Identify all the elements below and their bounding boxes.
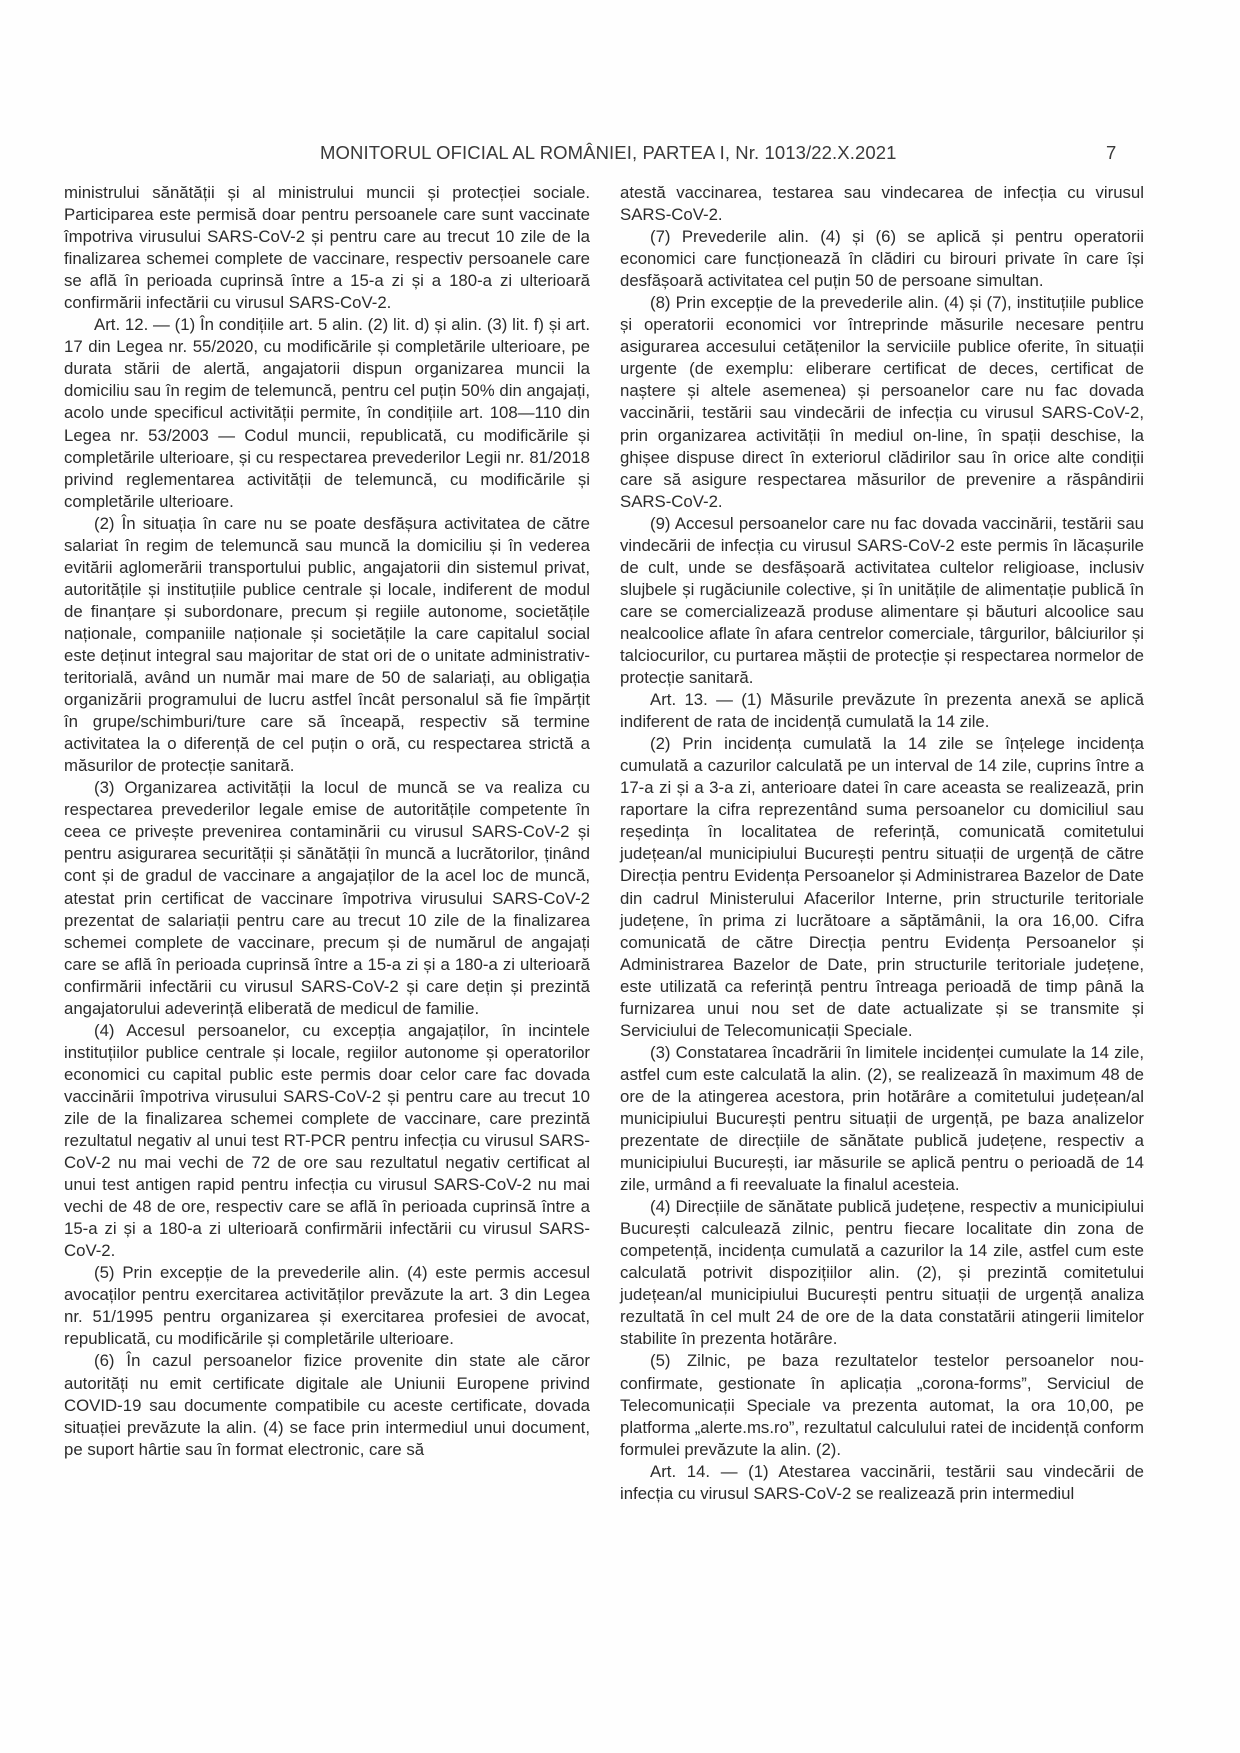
paragraph: (3) Organizarea activității la locul de muncă se va realiza cu respectarea prevederilor legale emise de autoritățile competente în ceea ce privește prevenirea contaminării cu virusul SARS-CoV-2 și pentru asigurarea securității și sănătății în muncă a lucrătorilor, ținând cont și de gradul de vaccinare a angajaților de la acel loc de muncă, atestat prin certificat de vaccinare împotriva virusului SARS-CoV-2 prezentat de salariații pentru care au trecut 10 zile de la finalizarea schemei complete de vaccinare, precum și de numărul de angajați care se află în perioada cuprinsă între a 15-a zi și a 180-a zi ulterioară confirmării infectării cu virusul SARS-CoV-2 și care dețin și prezintă angajatorului adeverință eliberată de medicul de familie.: [64, 778, 590, 1018]
paragraph: (2) Prin incidența cumulată la 14 zile se înțelege incidența cumulată a cazurilor calculată pe un interval de 14 zile, cuprins între a 17-a zi și a 3-a zi, anterioare datei în care aceasta se realizează, prin raportare la cifra reprezentând suma persoanelor cu domiciliul sau reședința în localitatea de referință, comunicată comitetului județean/al municipiului București pentru situații de urgență de către Direcția pentru Evidența Persoanelor și Administrarea Bazelor de Date din cadrul Ministerului Afacerilor Interne, prin structurile teritoriale județene, în prima zi lucrătoare a săptămânii, la ora 16,00. Cifra comunicată de către Direcția pentru Evidența Persoanelor și Administrarea Bazelor de Date, prin structurile teritoriale județene, este utilizată ca referință pentru întreaga perioadă de timp până la furnizarea unui nou set de date actualizate și se transmite și Serviciului de Telecomunicații Speciale.: [620, 734, 1144, 1040]
paragraph: (5) Prin excepție de la prevederile alin. (4) este permis accesul avocaților pentru exercitarea activităților prevăzute la art. 3 din Legea nr. 51/1995 pentru organizarea și exercitarea profesiei de avocat, republicată, cu modificările și completările ulterioare.: [64, 1263, 590, 1349]
paragraph: (4) Direcțiile de sănătate publică județene, respectiv a municipiului București calculează zilnic, pentru fiecare localitate din zona de competență, incidența cumulată a cazurilor la 14 zile, astfel cum este calculată potrivit dispozițiilor alin. (2), și prezintă comitetului județean/al municipiului București pentru situații de urgență analiza rezultată în cel mult 24 de ore de la data constatării atingerii limitelor stabilite în prezenta hotărâre.: [620, 1197, 1144, 1349]
paragraph: Art. 13. — (1) Măsurile prevăzute în prezenta anexă se aplică indiferent de rata de incidență cumulată la 14 zile.: [620, 690, 1144, 732]
paragraph: (8) Prin excepție de la prevederile alin. (4) și (7), instituțiile publice și operatorii economici vor întreprinde măsurile necesare pentru asigurarea accesului cetățenilor la serviciile publice oferite, în situații urgente (de exemplu: eliberare certificat de deces, certificat de naștere și altele asemenea) și persoanelor care nu fac dovada vaccinării, testării sau vindecării de infecția cu virusul SARS-CoV-2, prin organizarea activității în mediul on-line, în spații deschise, la ghișee dispuse direct în exteriorul clădirilor sau în orice alte condiții care să asigure respectarea măsurilor de prevenire a răspândirii SARS-CoV-2.: [620, 293, 1144, 511]
paragraph: (2) În situația în care nu se poate desfășura activitatea de către salariat în regim de telemuncă sau muncă la domiciliu și în vederea evitării aglomerării transportului public, angajatorii din sistemul privat, autoritățile și instituțiile publice centrale și locale, indiferent de modul de finanțare și subordonare, precum și regiile autonome, societățile naționale, companiile naționale și societățile la care capitalul social este deținut integral sau majoritar de stat ori de o unitate administrativ-teritorială, având un număr mai mare de 50 de salariați, au obligația organizării programului de lucru astfel încât personalul să fie împărțit în grupe/schimburi/ture care să înceapă, respectiv să termine activitatea la o diferență de cel puțin o oră, cu respectarea strictă a măsurilor de protecție sanitară.: [64, 513, 590, 776]
paragraph: (7) Prevederile alin. (4) și (6) se aplică și pentru operatorii economici care funcționează în clădiri cu birouri private în care își desfășoară activitatea cel puțin 50 de persoane simultan.: [620, 227, 1144, 291]
paragraph: Art. 14. — (1) Atestarea vaccinării, testării sau vindecării de infecția cu virusul SARS-CoV-2 se realizează prin intermediul: [620, 1461, 1144, 1503]
paragraph: atestă vaccinarea, testarea sau vindecarea de infecția cu virusul SARS-CoV-2.: [620, 183, 1144, 225]
left-column: [64, 182, 590, 1461]
paragraph: (3) Constatarea încadrării în limitele incidenței cumulate la 14 zile, astfel cum este calculată la alin. (2), se realizează în maximum 48 de ore de la atingerea acestora, prin hotărâre a comitetului județean/al municipiului București pentru situații de urgență, pe baza analizelor prezentate de direcțiile de sănătate publică județene, respectiv a municipiului București, iar măsurile se aplică pentru o perioadă de 14 zile, urmând a fi reevaluate la finalul acesteia.: [620, 1042, 1144, 1195]
paragraph: (5) Zilnic, pe baza rezultatelor testelor persoanelor nou-confirmate, gestionate în aplicația „corona-forms”, Serviciul de Telecomunicații Speciale va prezenta automat, la ora 10,00, pe platforma „alerte.ms.ro”, rezultatul calculului ratei de incidență conform formulei prevăzute la alin. (2).: [620, 1351, 1144, 1459]
paragraph: Art. 12. — (1) În condițiile art. 5 alin. (2) lit. d) și alin. (3) lit. f) și art. 17 din Legea nr. 55/2020, cu modificările și completările ulterioare, pe durata stării de alertă, angajatorii dispun organizarea muncii la domiciliu sau în regim de telemuncă, pentru cel puțin 50% din angajați, acolo unde specificul activității permite, în condițiile art. 108—110 din Legea nr. 53/2003 — Codul muncii, republicată, cu modificările și completările ulterioare, și cu respectarea prevederilor Legii nr. 81/2018 privind reglementarea activității de telemuncă, cu modificările și completările ulterioare.: [64, 315, 590, 511]
paragraph: (4) Accesul persoanelor, cu excepția angajaților, în incintele instituțiilor publice centrale și locale, regiilor autonome și operatorilor economici cu capital public este permis doar celor care fac dovada vaccinării împotriva virusului SARS-CoV-2 și pentru care au trecut 10 zile de la finalizarea schemei complete de vaccinare, care prezintă rezultatul negativ al unui test RT-PCR pentru infecția cu virusul SARS-CoV-2 nu mai vechi de 72 de ore sau rezultatul negativ certificat al unui test antigen rapid pentru infecția cu virusul SARS-CoV-2 nu mai vechi de 48 de ore, respectiv care se află în perioada cuprinsă între a 15-a zi și a 180-a zi ulterioară confirmării infectării cu virusul SARS-CoV-2.: [64, 1020, 590, 1261]
paragraph: ministrului sănătății și al ministrului muncii și protecției sociale. Participarea este permisă doar pentru persoanele care sunt vaccinate împotriva virusului SARS-CoV-2 și pentru care au trecut 10 zile de la finalizarea schemei complete de vaccinare, respectiv persoanele care se află în perioada cuprinsă între a 15-a zi și a 180-a zi ulterioară confirmării infectării cu virusul SARS-CoV-2.: [64, 183, 590, 313]
publication-title: MONITORUL OFICIAL AL ROMÂNIEI, PARTEA I, Nr. 1013/22.X.2021: [320, 142, 897, 163]
page-header: [0, 142, 1240, 170]
right-column: [620, 182, 1144, 1505]
paragraph: (9) Accesul persoanelor care nu fac dovada vaccinării, testării sau vindecării de infecția cu virusul SARS-CoV-2 este permis în lăcașurile de cult, unde se desfășoară activitatea cultelor religioase, inclusiv slujbele și rugăciunile colective, și în unitățile de alimentație publică în care se comercializează produse alimentare și băuturi alcoolice sau nealcoolice aflate în afara centrelor comerciale, târgurilor, bâlciurilor și talciocurilor, cu purtarea măștii de protecție și respectarea normelor de protecție sanitară.: [620, 513, 1144, 688]
page-number: 7: [1106, 142, 1117, 163]
paragraph: (6) În cazul persoanelor fizice provenite din state ale căror autorități nu emit certificate digitale ale Uniunii Europene privind COVID-19 sau documente compatibile cu aceste certificate, dovada situației prevăzute la alin. (4) se face prin intermediul unui document, pe suport hârtie sau în format electronic, care să: [64, 1351, 590, 1459]
